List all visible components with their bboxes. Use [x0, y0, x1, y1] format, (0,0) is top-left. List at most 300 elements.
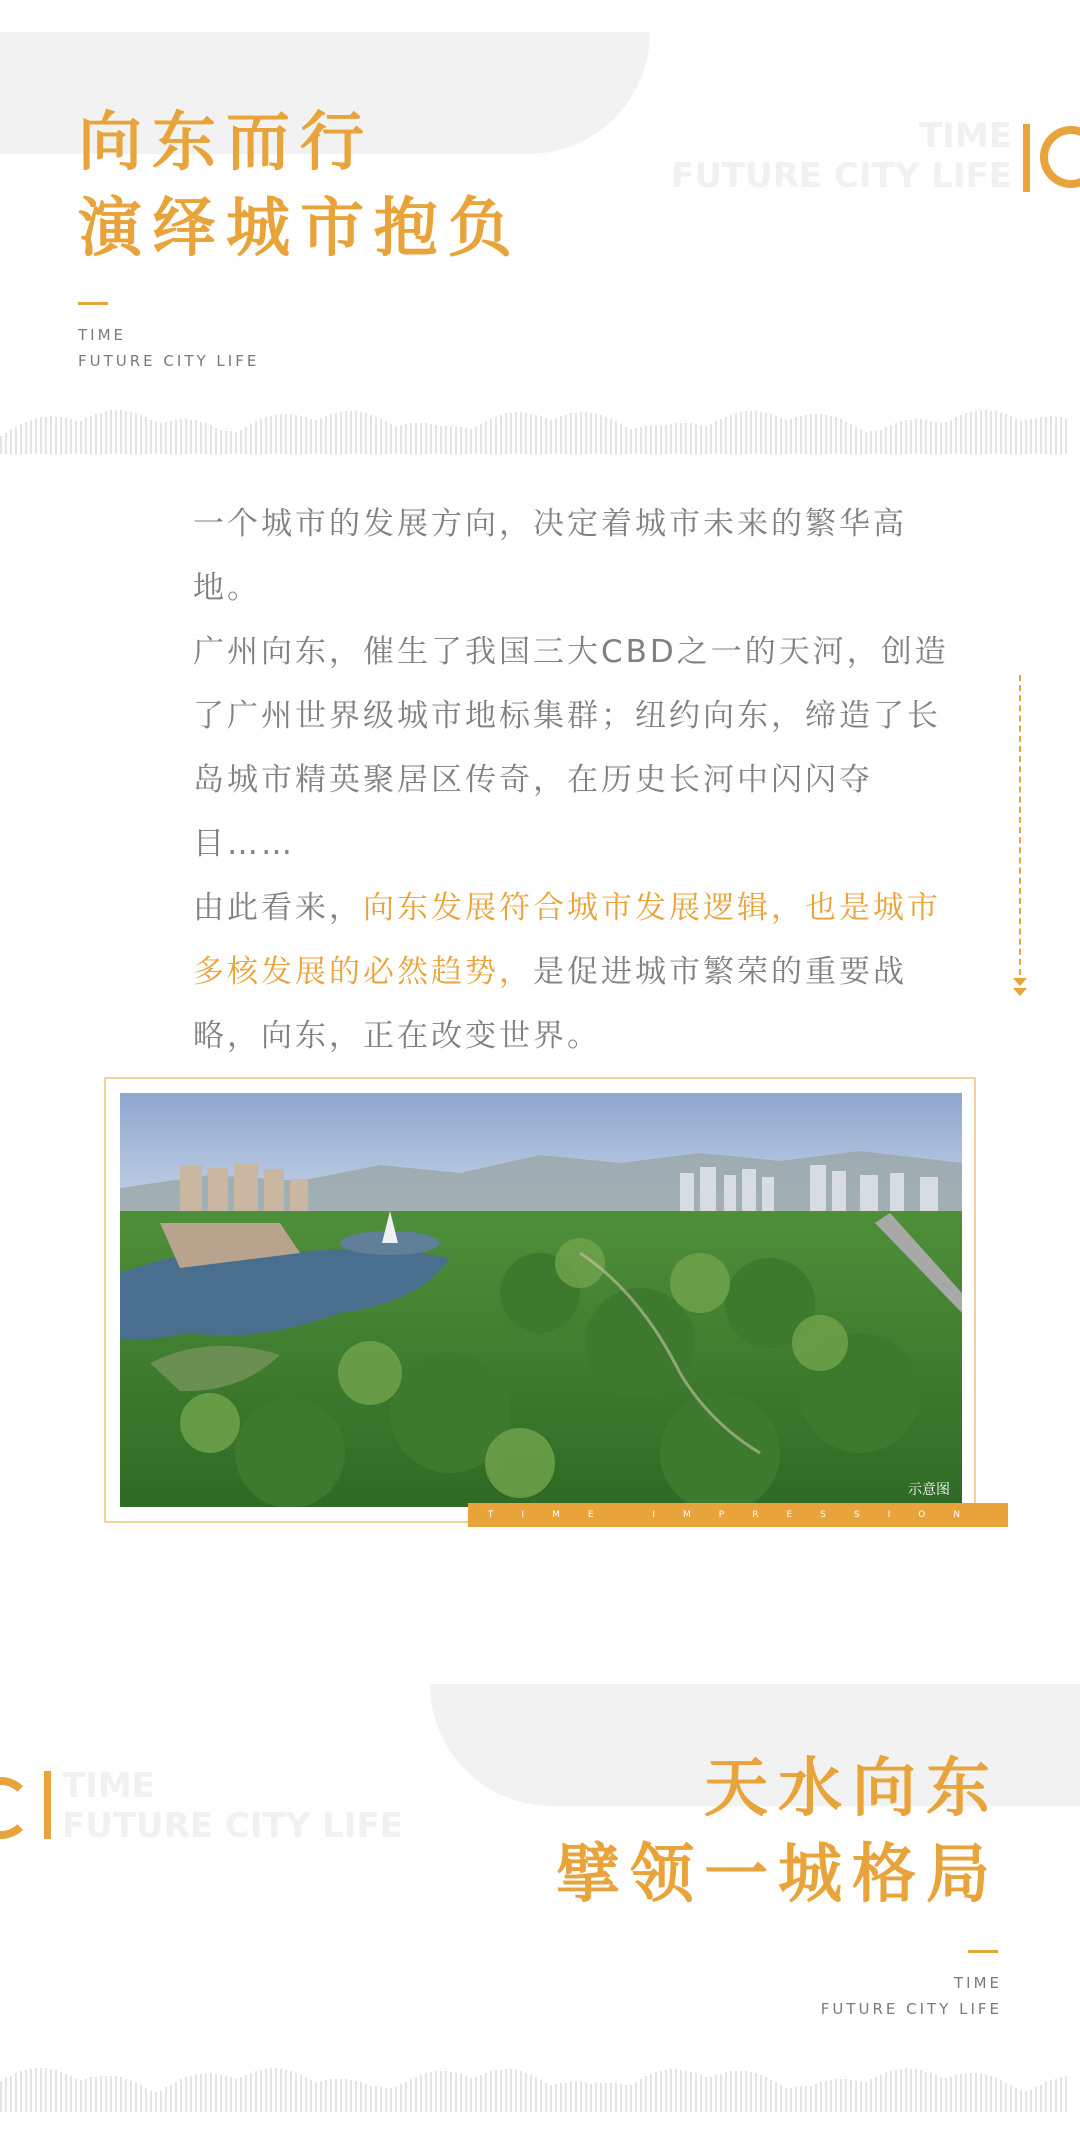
wave-bar	[10, 430, 12, 454]
wave-bar	[1050, 416, 1052, 454]
wave-bar	[610, 2083, 612, 2112]
wave-bar	[40, 417, 42, 454]
wave-bar	[355, 2081, 357, 2112]
wave-bar	[335, 413, 337, 454]
article-body	[115, 492, 965, 1068]
wave-bar	[875, 2077, 877, 2112]
wave-bar	[480, 2075, 482, 2112]
wave-bar	[835, 417, 837, 454]
subtitle-line-2: FUTURE CITY LIFE	[78, 352, 260, 370]
wave-bar	[20, 2071, 22, 2112]
section-title-2	[556, 1746, 1000, 1918]
wave-bar	[75, 2079, 77, 2112]
wave-bar	[1055, 417, 1057, 454]
wave-bar	[930, 2073, 932, 2112]
wave-bar	[1040, 417, 1042, 454]
wave-bar	[565, 415, 567, 454]
wave-bar	[715, 2075, 717, 2112]
wave-bar	[735, 413, 737, 454]
wave-bar	[1045, 417, 1047, 454]
wave-bar	[520, 412, 522, 454]
wave-bar	[725, 2072, 727, 2112]
wave-bar	[790, 2088, 792, 2112]
wave-bar	[985, 2075, 987, 2112]
wave-bar	[940, 423, 942, 454]
wave-bar	[400, 425, 402, 454]
wave-bar	[265, 2069, 267, 2112]
wave-bar	[920, 2070, 922, 2112]
wave-bar	[190, 2076, 192, 2112]
wave-bar	[110, 410, 112, 454]
wave-bar	[620, 2084, 622, 2112]
wave-bar	[270, 416, 272, 454]
wave-bar	[225, 431, 227, 454]
wave-bar	[235, 432, 237, 454]
wave-bar	[380, 2087, 382, 2112]
wave-bar	[85, 418, 87, 454]
wave-bar	[295, 415, 297, 454]
wave-bar	[205, 423, 207, 454]
wave-bar	[1035, 418, 1037, 454]
wave-bar	[395, 426, 397, 454]
wave-bar	[965, 2073, 967, 2112]
wave-bar	[235, 2079, 237, 2112]
wave-bar	[15, 427, 17, 454]
wave-bar	[1005, 2083, 1007, 2112]
wave-bar	[345, 2079, 347, 2112]
wave-divider-2	[0, 2056, 1080, 2112]
wave-bar	[320, 2081, 322, 2112]
paragraph-3	[115, 876, 965, 1068]
wave-bar	[145, 417, 147, 454]
wave-bar	[240, 2077, 242, 2112]
wave-bar	[15, 2073, 17, 2112]
wave-bar	[430, 424, 432, 454]
wave-bar	[795, 2087, 797, 2112]
paragraph-2: 广州向东，催生了我国三大CBD之一的天河，创造了广州世界级城市地标集群；纽约向东，缔造了长岛城市精英聚居区传奇，在历史长河中闪闪夺目……	[193, 634, 949, 862]
wave-bar	[500, 415, 502, 454]
wave-bar	[310, 419, 312, 454]
wave-bar	[460, 2074, 462, 2112]
wave-bar	[120, 410, 122, 454]
wave-bar	[970, 412, 972, 454]
wave-bar	[305, 2078, 307, 2112]
wave-bar	[450, 426, 452, 454]
watermark-line-2: FUTURE CITY LIFE	[62, 1806, 403, 1846]
wave-bar	[525, 2073, 527, 2112]
wave-bar	[710, 2077, 712, 2112]
wave-bar	[1000, 2080, 1002, 2112]
wave-bar	[245, 427, 247, 454]
wave-bar	[900, 2069, 902, 2112]
arrow-down-icon	[1013, 988, 1027, 996]
wave-bar	[50, 416, 52, 454]
wave-bar	[960, 415, 962, 454]
wave-bar	[25, 2070, 27, 2112]
wave-bar	[880, 430, 882, 454]
wave-bar	[570, 413, 572, 454]
wave-bar	[955, 2075, 957, 2112]
wave-bar	[145, 2088, 147, 2112]
wave-bar	[540, 2080, 542, 2112]
wave-bar	[170, 421, 172, 454]
wave-bar	[445, 426, 447, 454]
wave-bar	[705, 426, 707, 454]
wave-bar	[250, 424, 252, 454]
wave-bar	[315, 2082, 317, 2112]
wave-bar	[860, 430, 862, 454]
wave-bar	[660, 426, 662, 454]
section-title-line-2: 擘领一城格局	[556, 1838, 1000, 1912]
wave-bar	[20, 424, 22, 454]
wave-bar	[300, 416, 302, 454]
wave-bar	[935, 2075, 937, 2112]
wave-bar	[220, 430, 222, 454]
wave-bar	[830, 416, 832, 454]
wave-bar	[705, 2077, 707, 2112]
wave-bar	[70, 2076, 72, 2112]
wave-bar	[360, 412, 362, 454]
paragraph-3-highlight: 向东发展符合城市发展逻辑，也是城市多核发展的必然趋势，	[193, 890, 941, 990]
wave-bar	[590, 2084, 592, 2112]
wave-bar	[465, 428, 467, 454]
wave-bar	[640, 2079, 642, 2112]
wave-bar	[995, 411, 997, 454]
wave-bar	[720, 419, 722, 454]
wave-bar	[615, 2083, 617, 2112]
wave-bar	[335, 2079, 337, 2112]
wave-bar	[155, 2092, 157, 2112]
wave-bar	[745, 2071, 747, 2112]
wave-bar	[530, 414, 532, 454]
wave-bar	[410, 2079, 412, 2112]
wave-bar	[55, 2070, 57, 2112]
wave-bar	[350, 2080, 352, 2112]
wave-bar	[300, 2075, 302, 2112]
wave-bar	[150, 420, 152, 454]
wave-bar	[385, 422, 387, 454]
wave-bar	[585, 2083, 587, 2112]
wave-bar	[530, 2075, 532, 2112]
wave-bar	[390, 424, 392, 454]
wave-bar	[720, 2074, 722, 2112]
wave-bar	[375, 2086, 377, 2112]
wave-bar	[220, 2075, 222, 2112]
wave-bar	[680, 423, 682, 454]
wave-bar	[655, 2072, 657, 2112]
wave-bar	[315, 420, 317, 454]
wave-bar	[85, 2079, 87, 2112]
wave-bar	[675, 2069, 677, 2112]
wave-bar	[1015, 419, 1017, 454]
wave-bar	[960, 2074, 962, 2112]
wave-bar	[970, 2073, 972, 2112]
wave-bar	[1065, 2076, 1067, 2112]
wave-bar	[0, 2081, 2, 2112]
section-title-line-2: 演绎城市抱负	[78, 192, 522, 266]
wave-bar	[30, 420, 32, 454]
wave-bar	[230, 2077, 232, 2112]
wave-bar	[45, 2068, 47, 2112]
wave-bar	[135, 413, 137, 454]
wave-bar	[920, 419, 922, 454]
wave-bar	[1040, 2085, 1042, 2112]
wave-bar	[330, 414, 332, 454]
wave-bar	[355, 411, 357, 454]
paragraph-1: 一个城市的发展方向，决定着城市未来的繁华高地。	[193, 506, 907, 606]
wave-bar	[490, 2071, 492, 2112]
wave-bar	[750, 411, 752, 454]
wave-bar	[695, 424, 697, 454]
wave-bar	[1045, 2082, 1047, 2112]
wave-bar	[765, 413, 767, 454]
wave-bar	[285, 414, 287, 454]
wave-bar	[275, 2068, 277, 2112]
wave-bar	[780, 2085, 782, 2112]
wave-bar	[400, 2084, 402, 2112]
wave-bar	[690, 423, 692, 454]
wave-bar	[210, 2073, 212, 2112]
section-subtitle	[78, 322, 259, 374]
wave-bar	[240, 430, 242, 454]
wave-bar	[910, 2069, 912, 2112]
watermark-line-2: FUTURE CITY LIFE	[671, 156, 1012, 196]
wave-bar	[425, 2073, 427, 2112]
wave-bar	[660, 2071, 662, 2112]
wave-bar	[130, 412, 132, 454]
wave-bar	[755, 2073, 757, 2112]
logo-c-icon	[1040, 126, 1080, 188]
wave-bar	[740, 2071, 742, 2112]
wave-bar	[525, 413, 527, 454]
wave-bar	[1020, 2091, 1022, 2112]
wave-bar	[385, 2088, 387, 2112]
wave-bar	[5, 433, 7, 454]
wave-bar	[370, 2086, 372, 2112]
wave-bar	[425, 423, 427, 454]
wave-bar	[135, 2083, 137, 2112]
wave-bar	[990, 411, 992, 454]
wave-bar	[605, 2083, 607, 2112]
wave-bar	[550, 2085, 552, 2112]
wave-bar	[195, 420, 197, 454]
wave-bar	[820, 2082, 822, 2112]
wave-bar	[1060, 417, 1062, 454]
image-caption-band: TIME IMPRESSION	[468, 1503, 1008, 1527]
wave-bar	[545, 418, 547, 454]
wave-bar	[730, 415, 732, 454]
wave-bar	[545, 2083, 547, 2112]
wave-bar	[495, 417, 497, 454]
wave-bar	[485, 421, 487, 454]
wave-bar	[890, 2071, 892, 2112]
wave-bar	[950, 420, 952, 454]
wave-bar	[535, 2077, 537, 2112]
wave-bar	[830, 2080, 832, 2112]
wave-bar	[740, 412, 742, 454]
wave-bar	[200, 2074, 202, 2112]
wave-bar	[1050, 2080, 1052, 2112]
wave-bar	[1030, 419, 1032, 454]
wave-bar	[375, 417, 377, 454]
wave-bar	[625, 427, 627, 454]
wave-bar	[745, 411, 747, 454]
wave-bar	[775, 2082, 777, 2112]
wave-bar	[770, 414, 772, 454]
wave-bar	[330, 2079, 332, 2112]
wave-bar	[935, 422, 937, 454]
wave-bar	[810, 2086, 812, 2112]
wave-bar	[1010, 2085, 1012, 2112]
wave-bar	[865, 2082, 867, 2112]
wave-bar	[95, 414, 97, 454]
wave-bar	[915, 419, 917, 454]
paragraph-3-start: 由此看来，	[193, 890, 363, 926]
wave-bar	[635, 428, 637, 454]
wave-bar	[100, 2076, 102, 2112]
wave-bar	[860, 2082, 862, 2112]
wave-bar	[65, 418, 67, 454]
wave-bar	[175, 2082, 177, 2112]
wave-bar	[180, 2079, 182, 2112]
wave-bar	[35, 418, 37, 454]
wave-bar	[645, 2076, 647, 2112]
wave-bar	[520, 2071, 522, 2112]
wave-bar	[1000, 413, 1002, 454]
wave-bar	[125, 411, 127, 454]
wave-bar	[755, 411, 757, 454]
wave-bar	[260, 419, 262, 454]
wave-bar	[810, 414, 812, 454]
wave-bar	[480, 424, 482, 454]
wave-bar	[270, 2068, 272, 2112]
wave-bar	[215, 428, 217, 454]
wave-bar	[370, 415, 372, 454]
wave-bar	[685, 423, 687, 454]
wave-bar	[850, 424, 852, 454]
wave-bar	[495, 2070, 497, 2112]
wave-bar	[775, 416, 777, 454]
wave-bar	[505, 413, 507, 454]
wave-bar	[310, 2080, 312, 2112]
wave-bar	[1015, 2088, 1017, 2112]
wave-bar	[630, 2085, 632, 2112]
wave-bar	[420, 2075, 422, 2112]
wave-bar	[390, 2088, 392, 2112]
wave-bar	[470, 429, 472, 454]
wave-bar	[550, 420, 552, 454]
wave-bar	[60, 417, 62, 454]
wave-bar	[910, 420, 912, 454]
wave-bar	[885, 2072, 887, 2112]
wave-bar	[1005, 414, 1007, 454]
wave-bar	[1030, 2090, 1032, 2112]
wave-bar	[340, 2079, 342, 2112]
wave-bar	[585, 412, 587, 454]
wave-bar	[415, 423, 417, 454]
wave-bar	[645, 426, 647, 454]
wave-bar	[790, 419, 792, 454]
wave-bar	[320, 418, 322, 454]
wave-bar	[0, 436, 2, 454]
wave-bar	[665, 425, 667, 454]
wave-bar	[570, 2082, 572, 2112]
wave-bar	[515, 2070, 517, 2112]
wave-bar	[770, 2080, 772, 2112]
wave-bar	[620, 424, 622, 454]
wave-bar	[95, 2077, 97, 2112]
wave-bar	[180, 419, 182, 454]
wave-bar	[160, 2091, 162, 2112]
wave-bar	[225, 2076, 227, 2112]
wave-bar	[90, 2077, 92, 2112]
wave-bar	[80, 2080, 82, 2112]
wave-bar	[805, 415, 807, 454]
wave-bar	[600, 415, 602, 454]
section-title-line-1: 天水向东	[704, 1752, 1000, 1826]
logo-bar-icon	[44, 1771, 51, 1839]
arrow-down-icon	[1013, 978, 1027, 986]
wave-bar	[165, 2087, 167, 2112]
watermark-line-1: TIME	[919, 116, 1012, 156]
subtitle-line-1: TIME	[953, 1974, 1002, 1992]
wave-bar	[630, 429, 632, 454]
wave-bar	[80, 421, 82, 454]
wave-bar	[925, 420, 927, 454]
wave-bar	[890, 425, 892, 454]
wave-bar	[290, 2071, 292, 2112]
wave-bar	[445, 2071, 447, 2112]
wave-bar	[735, 2071, 737, 2112]
wave-bar	[975, 411, 977, 454]
wave-bar	[650, 2074, 652, 2112]
wave-bar	[295, 2073, 297, 2112]
wave-bar	[140, 2085, 142, 2112]
wave-bar	[980, 410, 982, 454]
wave-bar	[340, 412, 342, 454]
wave-bar	[195, 2074, 197, 2112]
wave-bar	[485, 2073, 487, 2112]
wave-bar	[725, 417, 727, 454]
wave-bar	[805, 2086, 807, 2112]
wave-bar	[250, 2073, 252, 2112]
wave-bar	[820, 414, 822, 454]
wave-bar	[560, 2083, 562, 2112]
wave-bar	[460, 427, 462, 454]
wave-bar	[940, 2078, 942, 2112]
wave-bar	[815, 2084, 817, 2112]
wave-bar	[975, 2073, 977, 2112]
section-title	[78, 100, 522, 272]
city-park-photo	[120, 1093, 962, 1507]
wave-bar	[780, 418, 782, 454]
wave-bar	[465, 2076, 467, 2112]
title-divider-2	[968, 1950, 998, 1953]
wave-bar	[75, 421, 77, 454]
title-divider	[78, 302, 108, 305]
wave-bar	[540, 416, 542, 454]
wave-bar	[510, 413, 512, 454]
wave-bar	[30, 2069, 32, 2112]
wave-bar	[900, 421, 902, 454]
wave-bar	[165, 422, 167, 454]
wave-bar	[950, 2077, 952, 2112]
wave-bar	[210, 425, 212, 454]
wave-bar	[130, 2081, 132, 2112]
section-title-line-1: 向东而行	[78, 106, 374, 180]
wave-bar	[875, 431, 877, 454]
wave-bar	[700, 2075, 702, 2112]
